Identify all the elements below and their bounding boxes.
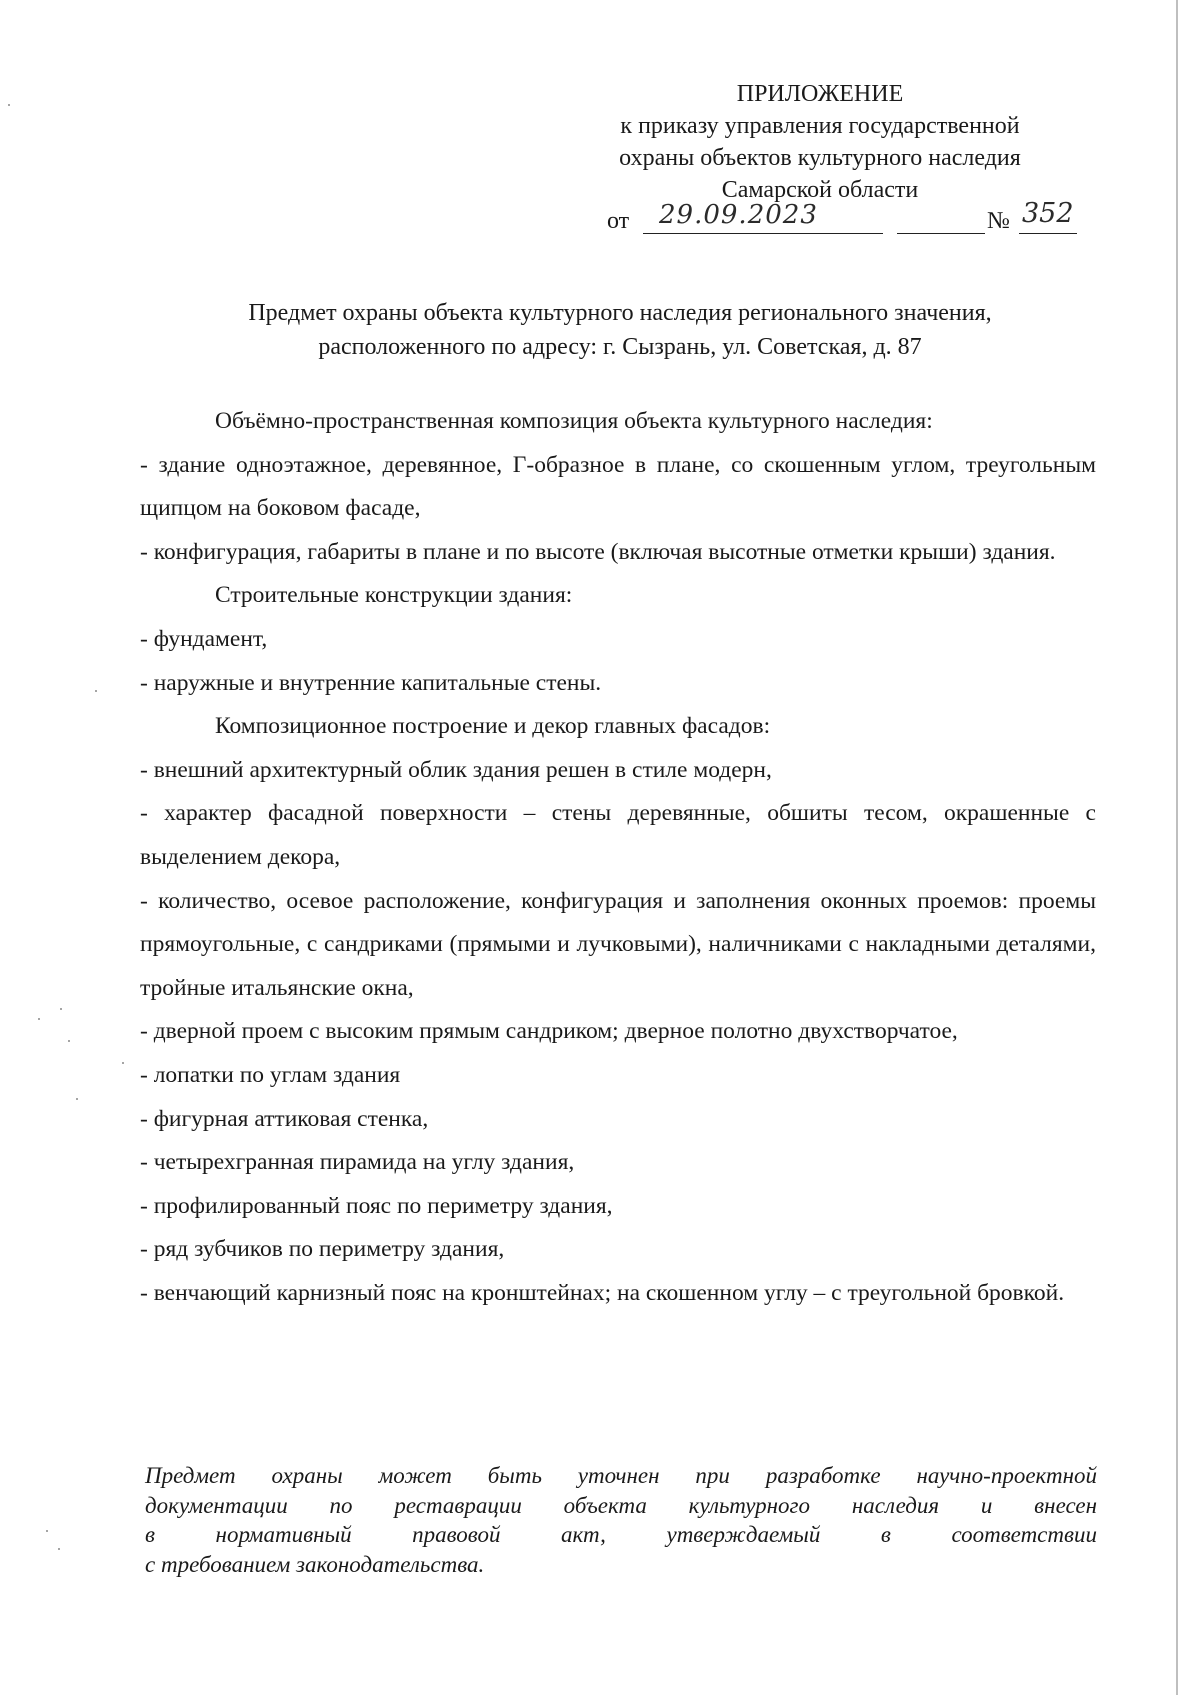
- list-item: - конфигурация, габариты в плане и по высоте (включая высотные отметки крыши) здания.: [140, 538, 1056, 565]
- list-item: - характер фасадной поверхности – стены деревянные, обшиты тесом, окрашенные с выделением декора,: [140, 800, 1096, 870]
- protection-note: [145, 1461, 1097, 1579]
- list-item: - лопатки по углам здания: [140, 1061, 401, 1088]
- document-title: [140, 296, 1100, 364]
- scan-edge-line: [1176, 0, 1178, 1695]
- scan-speck: [60, 1008, 62, 1010]
- scan-speck: [8, 104, 10, 106]
- handwritten-number: 352: [1022, 198, 1074, 229]
- list-item: - внешний архитектурный облик здания решен в стиле модерн,: [140, 756, 772, 783]
- note-line: в нормативный правовой акт, утверждаемый в соответствии: [145, 1522, 1097, 1547]
- order-date-number-row: [607, 198, 1077, 238]
- document-body: [140, 400, 1096, 1315]
- appendix-header-line: охраны объектов культурного наследия: [619, 145, 1021, 171]
- scan-speck: [68, 1040, 70, 1042]
- scan-speck: [76, 1098, 78, 1100]
- note-line: документации по реставрации объекта культурного наследия и внесен: [145, 1492, 1097, 1518]
- list-item: - ряд зубчиков по периметру здания,: [140, 1236, 505, 1263]
- list-item: - количество, осевое расположение, конфигурация и заполнения оконных проемов: проемы прямоугольные, с сандриками (прямыми и лучковыми), наличниками с накладными деталями, тройные итальянские окна,: [140, 887, 1096, 1001]
- note-line: с требованием законодательства.: [145, 1551, 485, 1577]
- list-item: - фигурная аттиковая стенка,: [140, 1105, 429, 1132]
- document-title-line: Предмет охраны объекта культурного наследия регионального значения,: [248, 300, 992, 326]
- handwritten-date: 29.09.2023: [659, 200, 818, 230]
- appendix-title: ПРИЛОЖЕНИЕ: [736, 81, 904, 107]
- date-underline: [643, 233, 883, 234]
- appendix-header-line: к приказу управления государственной: [620, 113, 1020, 139]
- section-heading: Строительные конструкции здания:: [215, 582, 573, 609]
- list-item: - четырехгранная пирамида на углу здания,: [140, 1149, 575, 1176]
- number-underline: [1019, 233, 1077, 234]
- list-item: - венчающий карнизный пояс на кронштейнах; на скошенном углу – с треугольной бровкой.: [140, 1279, 1065, 1306]
- section-heading: Объёмно-пространственная композиция объекта культурного наследия:: [215, 408, 933, 434]
- date-prefix: от: [607, 208, 630, 234]
- list-item: - дверной проем с высоким прямым сандриком; дверное полотно двухстворчатое,: [140, 1018, 958, 1045]
- blank-underline: [897, 233, 985, 234]
- scan-speck: [95, 690, 97, 692]
- number-prefix: №: [987, 208, 1010, 234]
- list-item: - фундамент,: [140, 625, 268, 652]
- appendix-header: [560, 78, 1080, 206]
- scan-speck: [122, 1062, 124, 1064]
- document-title-line: расположенного по адресу: г. Сызрань, ул. Советская, д. 87: [318, 334, 922, 360]
- list-item: - профилированный пояс по периметру здания,: [140, 1192, 613, 1219]
- scan-speck: [46, 1530, 48, 1532]
- list-item: - наружные и внутренние капитальные стены.: [140, 669, 602, 696]
- list-item: - здание одноэтажное, деревянное, Г-образное в плане, со скошенным углом, треугольным щипцом на боковом фасаде,: [140, 451, 1096, 522]
- appendix-header-line: Самарской области: [721, 177, 919, 203]
- section-heading: Композиционное построение и декор главных фасадов:: [215, 713, 771, 740]
- note-line: Предмет охраны может быть уточнен при разработке научно-проектной: [145, 1463, 1097, 1488]
- scan-speck: [38, 1018, 40, 1020]
- scan-speck: [58, 1548, 60, 1550]
